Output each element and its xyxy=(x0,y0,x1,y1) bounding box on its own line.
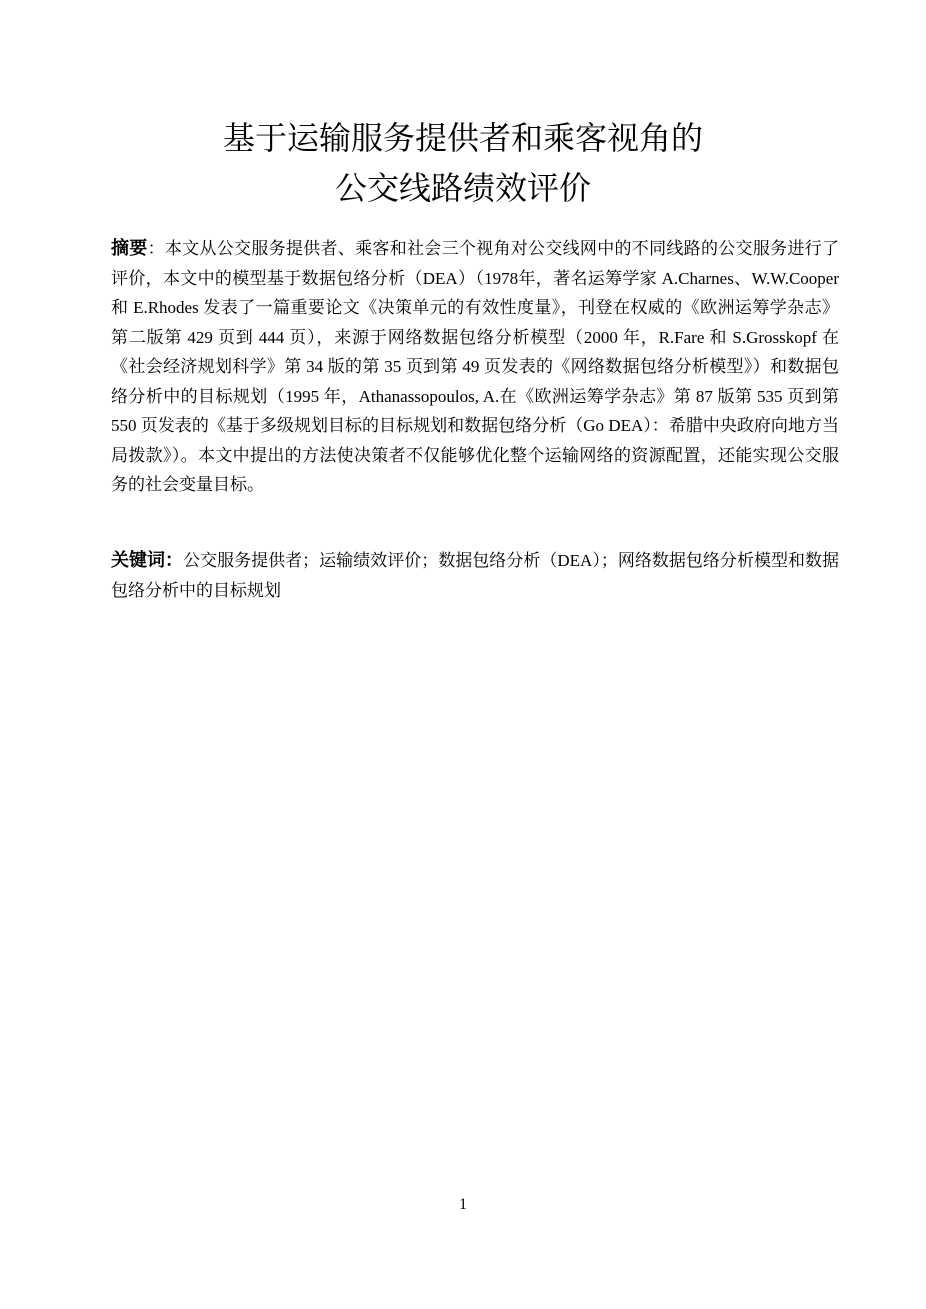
paper-title xyxy=(0,113,926,213)
keywords-paragraph xyxy=(111,546,839,605)
keywords-label: 关键词： xyxy=(111,550,184,571)
abstract-paragraph xyxy=(111,234,839,500)
abstract-text: ：本文从公交服务提供者、乘客和社会三个视角对公交线网中的不同线路的公交服务进行了评价，本文中的模型基于数据包络分析（DEA）（1978年，著名运筹学家 A.Charnes、W.W.Cooper 和 E.Rhodes 发表了一篇重要论文《决策单元的有效性度量》，刊登在权威的《欧洲运筹学杂志》第二版第 429 页到 444 页），来源于网络数据包络分析模型（2000 年，R.Fare 和 S.Grosskopf 在《社会经济规划科学》第 34 版的第 35 页到第 49 页发表的《网络数据包络分析模型》）和数据包络分析中的目标规划（1995 年，Athanassopoulos, A.在《欧洲运筹学杂志》第 87 版第 535 页到第 550 页发表的《基于多级规划目标的目标规划和数据包络分析（Go DEA）：希腊中央政府向地方当局拨款》）。本文中提出的方法使决策者不仅能够优化整个运输网络的资源配置，还能实现公交服务的社会变量目标。 xyxy=(111,239,840,494)
page-number: 1 xyxy=(459,1196,467,1213)
title-line-2: 公交线路绩效评价 xyxy=(334,169,591,207)
keywords-text: 公交服务提供者；运输绩效评价；数据包络分析（DEA）；网络数据包络分析模型和数据包络分析中的目标规划 xyxy=(111,551,840,600)
title-line-1: 基于运输服务提供者和乘客视角的 xyxy=(222,119,703,157)
abstract-label: 摘要 xyxy=(111,238,148,259)
